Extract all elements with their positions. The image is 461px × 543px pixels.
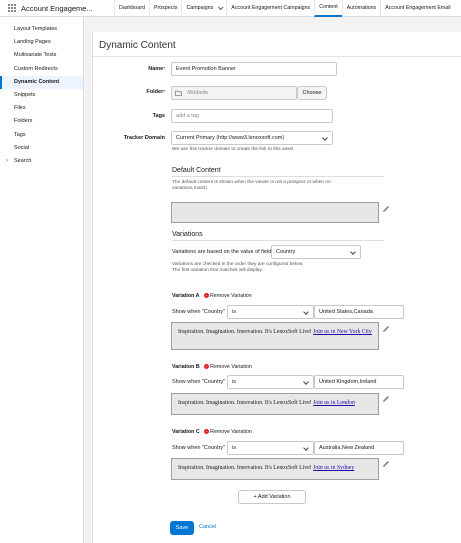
variation-a-show-when-label: Show when "Country": [172, 309, 226, 315]
tracker-domain-label: Tracker Domain: [123, 135, 165, 141]
app-launcher-icon[interactable]: [8, 4, 16, 12]
cancel-link[interactable]: Cancel: [199, 524, 217, 530]
save-button[interactable]: Save: [170, 521, 194, 535]
tracker-domain-help: We use this tracker domain to create the link to this asset: [172, 147, 294, 152]
nav-tab-campaigns[interactable]: Campaigns: [181, 0, 226, 17]
app-name: Account Engageme...: [21, 3, 93, 13]
sidebar-item-files[interactable]: Files: [14, 105, 26, 112]
variation-a-link[interactable]: Join us in New York City: [313, 329, 372, 335]
variation-b-link[interactable]: Join us in London: [313, 400, 355, 406]
variation-b-content-editor[interactable]: [171, 393, 379, 415]
pencil-icon[interactable]: [381, 204, 391, 214]
variation-a-value-input[interactable]: United States,Canada: [314, 305, 404, 319]
sidebar-item-snippets[interactable]: Snippets: [14, 91, 36, 98]
sidebar-item-folders[interactable]: Folders: [14, 118, 33, 125]
title-divider: [93, 56, 461, 57]
pencil-icon[interactable]: [381, 394, 391, 404]
sidebar-item-dynamic-content[interactable]: Dynamic Content: [0, 76, 83, 89]
default-content-heading: Default Content: [172, 167, 221, 174]
tags-label: Tags: [152, 113, 165, 119]
remove-variation-link[interactable]: Remove Variation: [210, 364, 252, 370]
chevron-right-icon: ›: [6, 157, 8, 164]
nav-tabs: [114, 0, 455, 17]
sidebar-item-multivariate-tests[interactable]: Multivariate Tests: [14, 52, 57, 59]
top-navigation-bar: [0, 0, 461, 17]
variation-b-content: Inspiration. Imagination. Innovation. It's LenoxSoft Live! Join us in London: [178, 400, 355, 406]
variation-a-content: Inspiration. Imagination. Innovation. It's LenoxSoft Live! Join us in New York City: [178, 329, 372, 335]
remove-variation-link[interactable]: Remove Variation: [209, 293, 252, 299]
sidebar-item-layout-templates[interactable]: Layout Templates: [14, 26, 58, 32]
sidebar-item-custom-redirects[interactable]: Custom Redirects: [14, 65, 58, 72]
variation-c-show-when-label: Show when "Country": [172, 445, 226, 451]
variation-c-link[interactable]: Join us in Sydney: [313, 465, 355, 471]
variation-b-value-input[interactable]: United Kingdom,Ireland: [314, 375, 404, 389]
pencil-icon[interactable]: [381, 324, 391, 334]
name-input[interactable]: Event Promotion Banner: [171, 62, 337, 76]
name-label: Name*: [148, 66, 165, 72]
folder-label: Folder*: [146, 89, 165, 95]
sidebar: [0, 17, 84, 543]
folder-field: [171, 86, 297, 100]
variation-a-header: Variation A − Remove Variation: [172, 293, 252, 299]
variation-c-content-editor[interactable]: [171, 458, 379, 480]
choose-folder-button[interactable]: Choose: [297, 86, 327, 100]
variation-c-operator-select[interactable]: is: [227, 441, 314, 455]
sidebar-item-search[interactable]: › Search: [0, 155, 83, 168]
chevron-down-icon: [303, 309, 309, 315]
folder-value: /Website: [187, 90, 209, 96]
sidebar-item-landing-pages[interactable]: Landing Pages: [14, 39, 51, 46]
remove-icon[interactable]: −: [205, 293, 208, 299]
nav-tab-account-engagement-email[interactable]: Account Engagement Email: [380, 0, 454, 17]
tracker-domain-select[interactable]: Current Primary (http://www3.lenoxsoft.com): [171, 131, 333, 145]
remove-icon[interactable]: −: [205, 429, 208, 435]
pencil-icon[interactable]: [381, 459, 391, 469]
variation-c-content: Inspiration. Imagination. Innovation. It's LenoxSoft Live! Join us in Sydney: [178, 465, 355, 471]
dynamic-content-form-card: [92, 32, 461, 543]
nav-tab-content[interactable]: Content: [314, 0, 342, 17]
tags-input[interactable]: add a tag: [171, 109, 333, 123]
variations-based-on-label: Variations are based on the value of field: [172, 249, 272, 255]
folder-icon: [175, 90, 182, 96]
nav-tab-account-engagement-campaigns[interactable]: Account Engagement Campaigns: [226, 0, 314, 17]
default-content-divider: [172, 176, 384, 177]
variation-field-select[interactable]: Country: [271, 245, 361, 259]
chevron-down-icon: [303, 445, 309, 451]
chevron-down-icon: [322, 135, 328, 141]
sidebar-item-social[interactable]: Social: [14, 144, 29, 151]
nav-tab-dashboard[interactable]: Dashboard: [114, 0, 149, 17]
chevron-down-icon: [350, 249, 356, 255]
remove-icon[interactable]: −: [205, 364, 208, 370]
nav-tab-automations[interactable]: Automations: [342, 0, 380, 17]
variation-b-operator-select[interactable]: is: [227, 375, 314, 389]
variation-b-header: Variation B − Remove Variation: [172, 364, 252, 370]
chevron-down-icon: [303, 379, 309, 385]
variation-a-operator-select[interactable]: is: [227, 305, 314, 319]
default-content-help: The default content is shown when the viewer is not a prospect or when no variations match.: [172, 180, 331, 192]
default-content-editor[interactable]: [171, 202, 379, 223]
variations-heading: Variations: [172, 231, 203, 238]
variation-a-content-editor[interactable]: [171, 322, 379, 350]
add-variation-button[interactable]: + Add Variation: [238, 490, 306, 504]
variation-c-header: Variation C − Remove Variation: [172, 429, 252, 435]
variations-help: Variations are checked in the order they are configured below. The first variation that matches will display.: [172, 262, 304, 274]
remove-variation-link[interactable]: Remove Variation: [210, 429, 252, 435]
variation-c-value-input[interactable]: Australia,New Zealand: [314, 441, 404, 455]
page-title: Dynamic Content: [99, 40, 176, 51]
variations-divider: [172, 240, 384, 241]
nav-tab-prospects[interactable]: Prospects: [149, 0, 182, 17]
chevron-down-icon[interactable]: [218, 4, 224, 10]
sidebar-item-tags[interactable]: Tags: [14, 131, 26, 138]
variation-b-show-when-label: Show when "Country": [172, 379, 226, 385]
